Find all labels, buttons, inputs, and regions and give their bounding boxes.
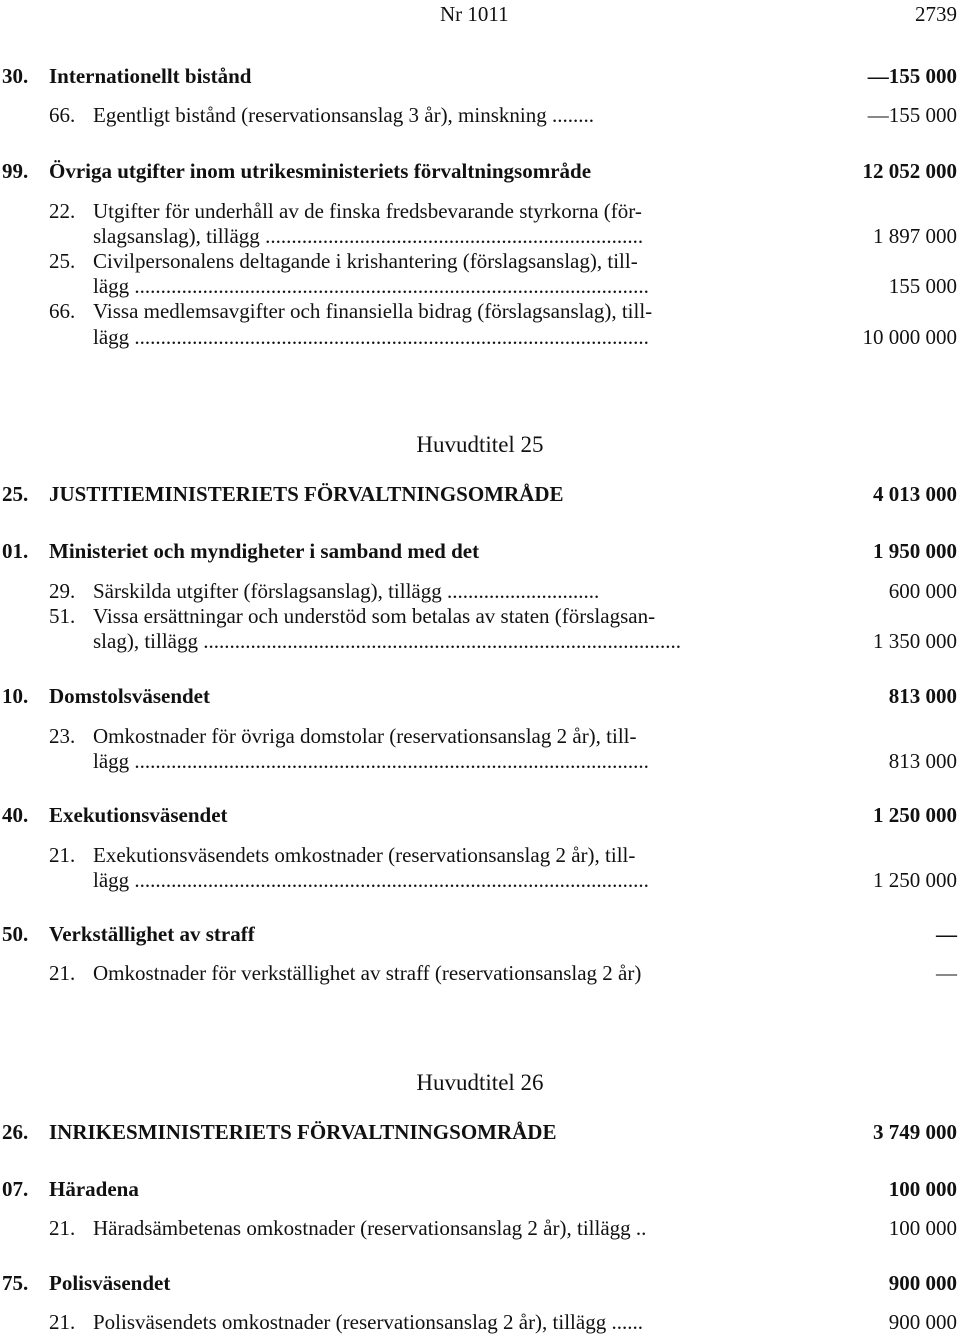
section-amount: 900 000 (888, 1271, 957, 1295)
item-code: 21. (49, 1216, 76, 1240)
section-code: 30. (2, 64, 29, 88)
section-code: 10. (2, 684, 29, 708)
item-text-line1: Vissa medlemsavgifter och finansiella bidrag (förslagsanslag), till- (93, 299, 653, 323)
main-title-name: INRIKESMINISTERIETS FÖRVALTNINGSOMRÅDE (49, 1120, 557, 1144)
item-code: 51. (49, 604, 76, 628)
item-amount: 155 000 (888, 274, 957, 298)
main-title-code: 25. (2, 482, 29, 506)
item-text-line2: lägg .................................................................................................. (93, 749, 649, 773)
item-code: 21. (49, 961, 76, 985)
section-title: Övriga utgifter inom utrikesministeriets förvaltningsområde (49, 159, 592, 183)
section-amount: 813 000 (888, 684, 957, 708)
main-title-heading: Huvudtitel 25 (416, 432, 544, 457)
item-text: Polisväsendets omkostnader (reservationsanslag 2 år), tillägg ...... (93, 1310, 643, 1334)
item-text-line2: lägg .................................................................................................. (93, 868, 649, 892)
item-text-line2: lägg .................................................................................................. (93, 325, 649, 349)
section-title: Polisväsendet (49, 1271, 171, 1295)
item-text-line2: lägg .................................................................................................. (93, 274, 649, 298)
item-code: 66. (49, 103, 76, 127)
item-amount: 813 000 (888, 749, 957, 773)
item-text-line2: slag), tillägg ........................................................................................... (93, 629, 681, 653)
section-code: 01. (2, 539, 29, 563)
item-text-line1: Vissa ersättningar och understöd som betalas av staten (förslagsan- (93, 604, 656, 628)
section-title: Ministeriet och myndigheter i samband med det (49, 539, 480, 563)
main-title-name: JUSTITIEMINISTERIETS FÖRVALTNINGSOMRÅDE (49, 482, 564, 506)
item-text: Särskilda utgifter (förslagsanslag), tillägg ............................. (93, 579, 600, 603)
item-amount: 1 897 000 (873, 224, 957, 248)
main-title-amount: 4 013 000 (873, 482, 957, 506)
item-text-line1: Civilpersonalens deltagande i krishantering (förslagsanslag), till- (93, 249, 638, 273)
section-title: Domstolsväsendet (49, 684, 210, 708)
item-code: 29. (49, 579, 76, 603)
item-text: Egentligt bistånd (reservationsanslag 3 år), minskning ........ (93, 103, 594, 127)
section-title: Internationellt bistånd (49, 64, 252, 88)
section-title: Häradena (49, 1177, 139, 1201)
section-amount: 100 000 (888, 1177, 957, 1201)
document-number: Nr 1011 (440, 2, 509, 26)
main-title-heading: Huvudtitel 26 (416, 1070, 544, 1095)
item-text-line1: Utgifter för underhåll av de finska fredsbevarande styrkorna (för- (93, 199, 642, 223)
item-amount: —155 000 (867, 103, 957, 127)
page-number: 2739 (915, 2, 957, 26)
item-text-line2: slagsanslag), tillägg ........................................................................ (93, 224, 644, 248)
section-amount: 12 052 000 (862, 159, 957, 183)
item-amount: 600 000 (888, 579, 957, 603)
section-amount: —155 000 (867, 64, 957, 88)
item-amount: 100 000 (888, 1216, 957, 1240)
item-amount: 1 250 000 (873, 868, 957, 892)
section-amount: 1 950 000 (873, 539, 957, 563)
section-code: 07. (2, 1177, 29, 1201)
item-code: 21. (49, 1310, 76, 1334)
main-title-amount: 3 749 000 (873, 1120, 957, 1144)
item-amount: 10 000 000 (862, 325, 957, 349)
section-amount: 1 250 000 (873, 803, 957, 827)
section-code: 50. (2, 922, 29, 946)
item-amount: — (936, 961, 957, 985)
item-text-line1: Exekutionsväsendets omkostnader (reservationsanslag 2 år), till- (93, 843, 636, 867)
section-code: 99. (2, 159, 29, 183)
item-code: 22. (49, 199, 76, 223)
section-title: Verkställighet av straff (49, 922, 255, 946)
item-amount: 900 000 (888, 1310, 957, 1334)
main-title-code: 26. (2, 1120, 29, 1144)
section-code: 40. (2, 803, 29, 827)
item-amount: 1 350 000 (873, 629, 957, 653)
item-text: Omkostnader för verkställighet av straff (reservationsanslag 2 år) (93, 961, 642, 985)
item-code: 25. (49, 249, 76, 273)
section-amount: — (936, 922, 957, 946)
item-code: 21. (49, 843, 76, 867)
section-title: Exekutionsväsendet (49, 803, 228, 827)
section-code: 75. (2, 1271, 29, 1295)
item-text: Häradsämbetenas omkostnader (reservationsanslag 2 år), tillägg .. (93, 1216, 647, 1240)
item-code: 66. (49, 299, 76, 323)
item-text-line1: Omkostnader för övriga domstolar (reservationsanslag 2 år), till- (93, 724, 637, 748)
item-code: 23. (49, 724, 76, 748)
